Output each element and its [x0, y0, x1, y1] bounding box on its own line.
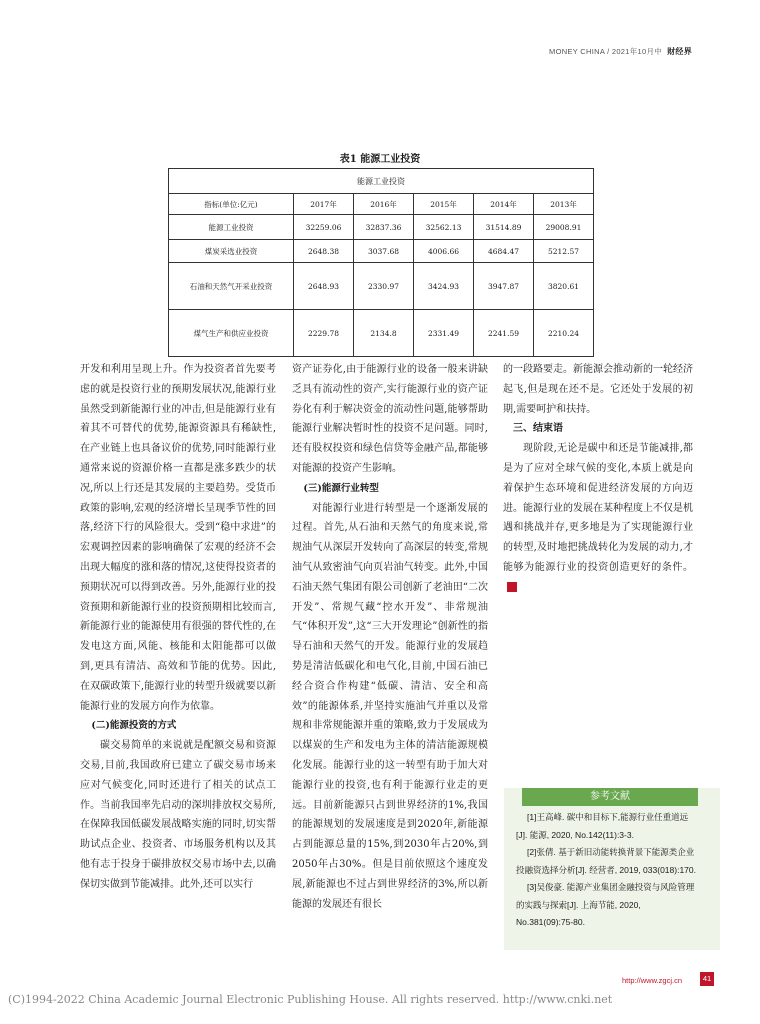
table-cell: 2134.8	[354, 310, 414, 357]
column-header-2013: 2013年	[534, 194, 594, 215]
body-column-3	[503, 360, 693, 598]
table-cell: 2241.59	[474, 310, 534, 357]
references-list	[504, 806, 720, 932]
column-header-2016: 2016年	[354, 194, 414, 215]
table-cell: 3820.61	[534, 263, 594, 310]
energy-investment-table	[168, 168, 594, 357]
section-name: 财经界	[667, 47, 692, 56]
table-cell: 29008.91	[534, 215, 594, 240]
table-cell: 4006.66	[414, 240, 474, 263]
running-header	[549, 46, 692, 57]
body-column-2	[292, 360, 488, 914]
table-cell: 2229.78	[294, 310, 354, 357]
journal-issue: MONEY CHINA / 2021年10月中	[549, 47, 663, 56]
row-label: 石油和天然气开采业投资	[169, 263, 294, 310]
column-header-2014: 2014年	[474, 194, 534, 215]
table-cell: 3424.93	[414, 263, 474, 310]
references-title: 参考文献	[522, 788, 698, 806]
subheading-conclusion: 三、结束语	[513, 423, 563, 435]
paragraph: 资产证券化,由于能源行业的设备一般来讲缺乏具有流动性的资产,实行能源行业的资产证券化有利于解决资金的流动性问题,能够帮助能源行业解决暂时性的投资不足问题。同时,还有股权投资和绿色信贷等金融产品,都能够对能源的投资产生影响。	[292, 364, 488, 474]
table-cell: 2331.49	[414, 310, 474, 357]
copyright-notice: (C)1994-2022 China Academic Journal Electronic Publishing House. All rights reserved. http://www.cnki.net	[8, 993, 613, 1006]
row-label: 煤气生产和供应业投资	[169, 310, 294, 357]
reference-item: [3]吴俊豪. 能源产业集团金融投资与风险管理的实践与探索[J]. 上海节能, 2020, No.381(09):75-80.	[516, 882, 695, 927]
table-cell: 2648.93	[294, 263, 354, 310]
table-cell: 32259.06	[294, 215, 354, 240]
column-header-2015: 2015年	[414, 194, 474, 215]
subheading-industry-transformation: (三)能源行业转型	[303, 482, 379, 494]
row-label: 能源工业投资	[169, 215, 294, 240]
row-label: 煤炭采选业投资	[169, 240, 294, 263]
table-group-header: 能源工业投资	[169, 169, 594, 194]
page-number: 41	[700, 972, 714, 986]
article-end-icon	[507, 582, 517, 592]
table-group-header-row	[169, 169, 594, 194]
table-cell: 2648.38	[294, 240, 354, 263]
body-column-1	[80, 360, 276, 895]
table-cell: 32837.36	[354, 215, 414, 240]
subheading-investment-methods: (二)能源投资的方式	[91, 720, 177, 732]
table-cell: 32562.13	[414, 215, 474, 240]
column-header-indicator: 指标(单位:亿元)	[169, 194, 294, 215]
table-cell: 4684.47	[474, 240, 534, 263]
reference-item: [1]王高峰. 碳中和目标下,能源行业任重道远[J]. 能源, 2020, No.142(11):3-3.	[516, 812, 689, 840]
table-row	[169, 310, 594, 357]
reference-item: [2]张倩. 基于新旧动能转换背景下能源类企业投融资选择分析[J]. 经营者, 2019, 033(018):170.	[516, 847, 696, 875]
table-row	[169, 263, 594, 310]
paragraph: 的一段路要走。新能源会推动新的一轮经济起飞,但是现在还不是。它还处于发展的初期,需要呵护和扶持。	[503, 364, 693, 415]
table-cell: 2210.24	[534, 310, 594, 357]
table-caption: 表1 能源工业投资	[339, 154, 421, 165]
table-cell: 2330.97	[354, 263, 414, 310]
conclusion-text: 现阶段,无论是碳中和还是节能减排,都是为了应对全球气候的变化,本质上就是向着保护生态环境和促进经济发展的方向迈进。能源行业的发展在某种程度上不仅是机遇和挑战并存,更多地是为了实现能源行业的转型,及时地把挑战转化为发展的动力,才能够为能源行业的投资创造更好的条件。	[503, 443, 693, 573]
paragraph-conclusion	[503, 439, 693, 597]
table-cell: 31514.89	[474, 215, 534, 240]
references-box	[504, 788, 720, 950]
table-cell: 5212.57	[534, 240, 594, 263]
table-row	[169, 240, 594, 263]
paragraph: 对能源行业进行转型是一个逐渐发展的过程。首先,从石油和天然气的角度来说,常规油气从深层开发转向了高深层的转变,常规油气从致密油气向页岩油气转变。此外,中国石油天然气集团有限公司创新了老油田“二次开发”、常规气藏“控水开发”、非常规油气“体积开发”,这“三大开发理论”创新性的指导石油和天然气的开发。能源行业的发展趋势是清洁低碳化和电气化,目前,中国石油已经合资合作构建“低碳、清洁、安全和高效”的能源体系,并坚持实施油气并重以及常规和非常规能源并重的策略,致力于发展成为以煤炭的生产和发电为主体的清洁能源规模化发展。能源行业的这一转型有助于加大对能源行业的投资,也有利于能源行业走的更远。目前新能源只占到世界经济的1%,我国的能源规划的发展速度是到2020年,新能源占到能源总量的15%,到2030年占20%,到2050年占30%。但是目前依照这个速度发展,新能源也不过占到世界经济的3%,所以新能源的发展还有很长	[292, 502, 488, 910]
column-header-2017: 2017年	[294, 194, 354, 215]
table-column-header-row	[169, 194, 594, 215]
footer-url-link[interactable]: http://www.zgcj.cn	[622, 976, 683, 985]
table-cell: 3947.87	[474, 263, 534, 310]
table-row	[169, 215, 594, 240]
table-cell: 3037.68	[354, 240, 414, 263]
paragraph: 碳交易简单的来说就是配额交易和资源交易,目前,我国政府已建立了碳交易市场来应对气候变化,同时还进行了相关的试点工作。当前我国率先启动的深圳排放权交易所,在保障我国低碳发展战略实施的同时,切实帮助试点企业、投资者、市场服务机构以及其他有志于投身于碳排放权交易市场中去,以确保切实做到节能减排。此外,还可以实行	[80, 740, 276, 890]
paragraph: 开发和利用呈现上升。作为投资者首先要考虑的就是投资行业的预期发展状况,能源行业虽然受到新能源行业的冲击,但是能源行业有着其不可替代的优势,能源资源具有稀缺性,在产业链上也具备议价的优势,同时能源行业通常来说的资源价格一直都是涨多跌少的状况,所以上行还是其发展的主要趋势。受货币政策的影响,宏观的经济增长呈现季节性的回落,经济下行的风险很大。受到“稳中求进”的宏观调控因素的影响确保了宏观的经济不会出现大幅度的涨和落的情况,这使得投资者的预期状况可以得到改善。另外,能源行业的投资预期和新能源行业的投资预期相比较而言,新能源行业的能源使用有很强的替代性的,在发电这方面,风能、核能和太阳能都可以做到,更具有清洁、高效和节能的优势。因此,在双碳政策下,能源行业的转型升级就要以新能源行业的发展方向作为依靠。	[80, 364, 276, 712]
